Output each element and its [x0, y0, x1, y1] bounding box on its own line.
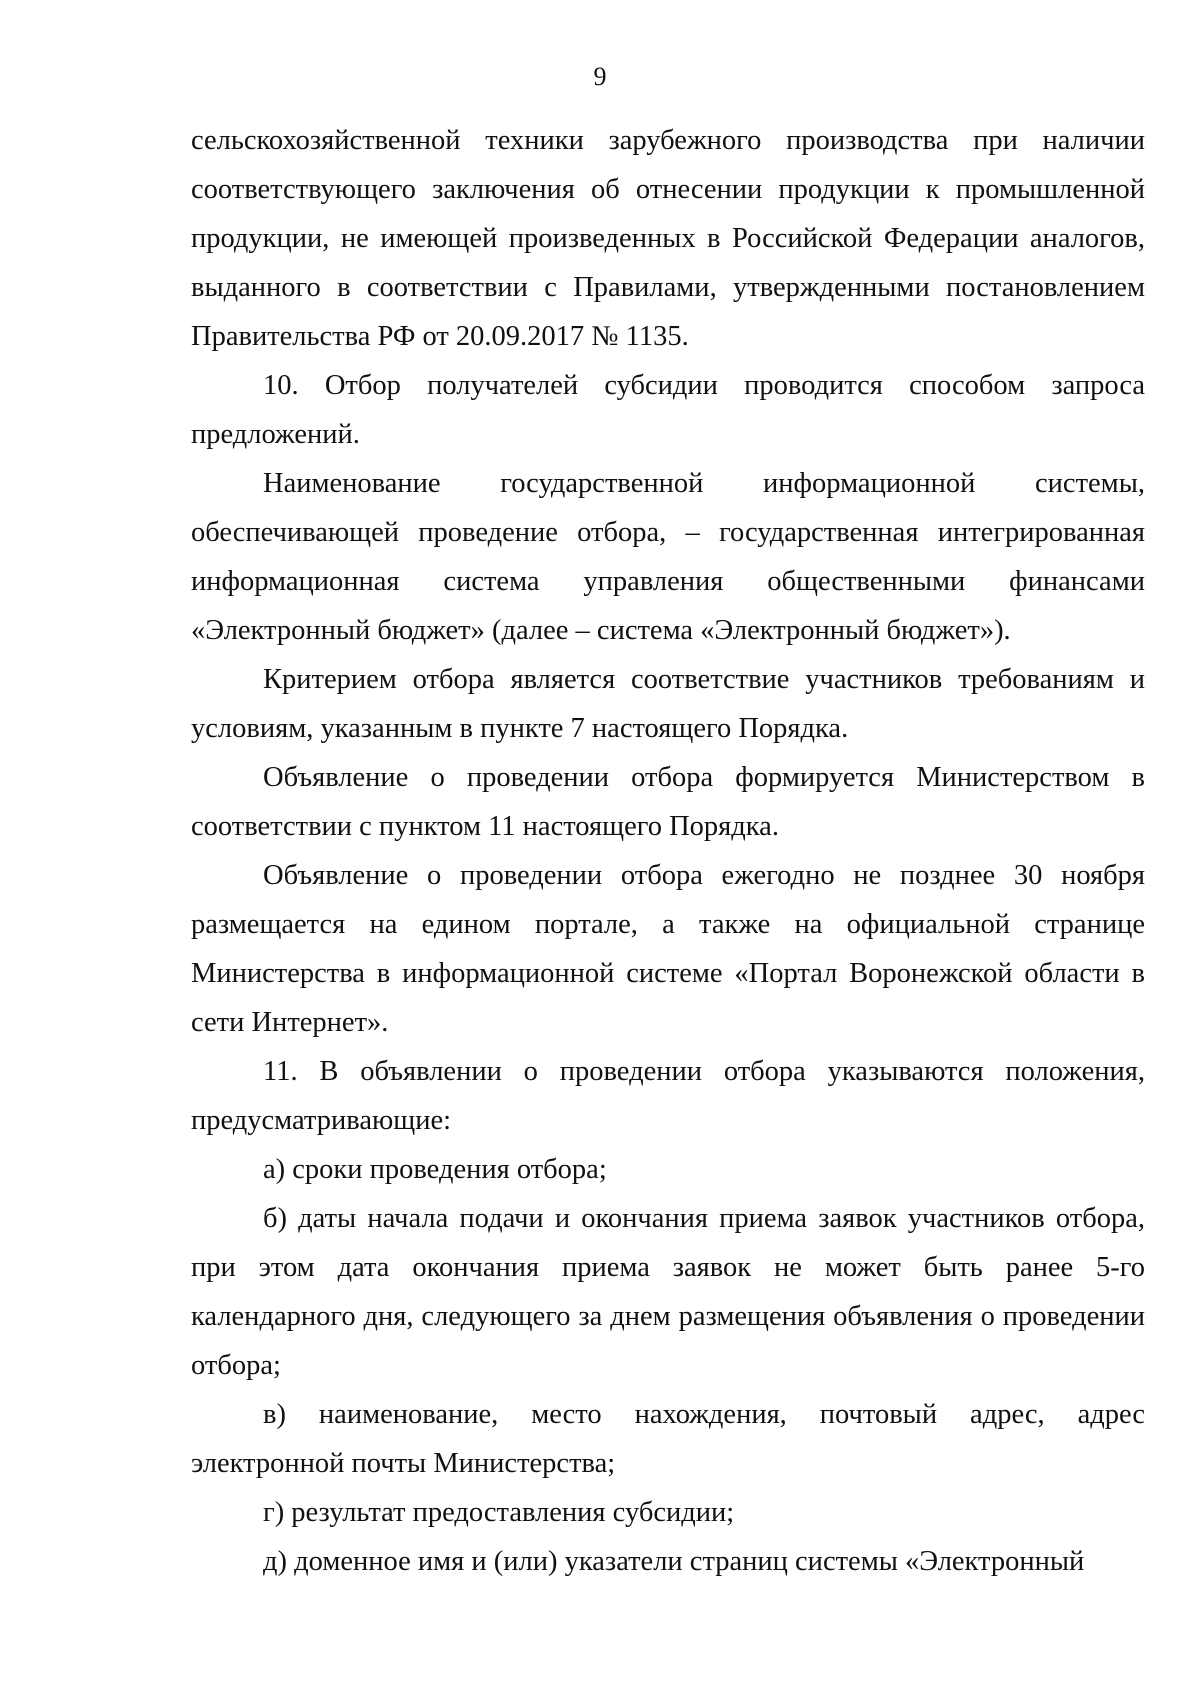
document-body [191, 116, 1145, 1586]
paragraph-gis-name: Наименование государственной информационной системы, обеспечивающей проведение отбора, – государственная интегрированная информационная система управления общественными финансами «Электронный бюджет» (далее – система «Электронный бюджет»). [191, 468, 1145, 646]
paragraph-announcement-formed: Объявление о проведении отбора формируется Министерством в соответствии с пунктом 11 настоящего Порядка. [191, 762, 1145, 842]
list-item-d: д) доменное имя и (или) указатели страниц системы «Электронный [263, 1546, 1085, 1577]
paragraph-item-11: 11. В объявлении о проведении отбора указываются положения, предусматривающие: [191, 1056, 1145, 1136]
page-number: 9 [593, 62, 607, 91]
list-item-a: а) сроки проведения отбора; [263, 1154, 607, 1185]
list-item-v: в) наименование, место нахождения, почтовый адрес, адрес электронной почты Министерства; [191, 1399, 1145, 1479]
paragraph-criterion: Критерием отбора является соответствие участников требованиям и условиям, указанным в пункте 7 настоящего Порядка. [191, 664, 1145, 744]
paragraph-item-10: 10. Отбор получателей субсидии проводится способом запроса предложений. [191, 370, 1145, 450]
paragraph-continuation: сельскохозяйственной техники зарубежного производства при наличии соответствующего заключения об отнесении продукции к промышленной продукции, не имеющей произведенных в Российской Федерации аналогов, выданного в соответствии с Правилами, утвержденными постановлением Правительства РФ от 20.09.2017 № 1135. [191, 125, 1145, 352]
paragraph-announcement-posted: Объявление о проведении отбора ежегодно не позднее 30 ноября размещается на едином портале, а также на официальной странице Министерства в информационной системе «Портал Воронежской области в сети Интернет». [191, 860, 1145, 1038]
list-item-g: г) результат предоставления субсидии; [263, 1497, 735, 1528]
list-item-b: б) даты начала подачи и окончания приема заявок участников отбора, при этом дата окончания приема заявок не может быть ранее 5-го календарного дня, следующего за днем размещения объявления о проведении отбора; [191, 1203, 1145, 1381]
